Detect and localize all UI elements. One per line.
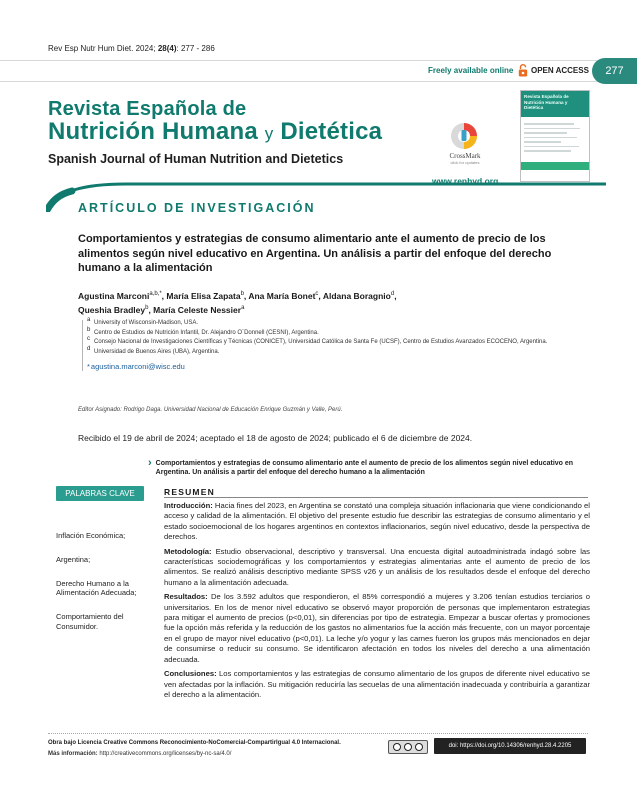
author: Agustina Marconi$^{a,b,*}$, (78, 291, 167, 301)
journal-title-y: y (264, 124, 274, 143)
author: Aldana Boragnio$^d$, (322, 291, 397, 301)
affiliation-item: c Consejo Nacional de Investigaciones Científicas y Técnicas (CONICET), Universidad Católica de Santa Fe (UCSF), Centro de Estudios Avanzados ECOCENO, Argentina. (87, 336, 548, 345)
journal-title-line2 (48, 118, 382, 146)
crossmark-label: CrossMark (449, 152, 481, 160)
keyword-item: Derecho Humano a la Alimentación Adecuada; (56, 578, 137, 598)
keywords-heading: PALABRAS CLAVE (56, 486, 144, 501)
received-dates: Recibido el 19 de abril de 2024; aceptado el 18 de agosto de 2024; publicado el 6 de diciembre de 2024. (78, 433, 473, 443)
more-info-label: Más información: (48, 751, 100, 757)
author: Ana María Bonet$^c$, (248, 291, 323, 301)
section-label: ARTÍCULO DE INVESTIGACIÓN (78, 201, 316, 215)
abstract-section: Introducción: Hacia fines del 2023, en Argentina se constató una compleja situación inflacionaria que viene condicionando el acceso y calidad de la alimentación. El objetivo del presente estudio fue describir las estrategias de consumo alimentario y el estado socioemocional de los hogares argentinos en contextos inflacionarios, según nivel educativo, desde la perspectiva de derechos. (164, 501, 591, 542)
abstract-divider (164, 497, 588, 498)
abstract-body (164, 501, 590, 704)
journal-title-part-a: Nutrición Humana (48, 118, 265, 145)
license-url-link[interactable]: http://creativecommons.org/licenses/by-nc-sa/4.0/ (99, 751, 232, 757)
editor-note: Editor Asignado: Rodrigo Daga. Universidad Nacional de Educación Enrique Guzmán y Valle, Perú. (78, 407, 343, 413)
chevron-right-icon: › (148, 457, 152, 469)
author: Queshia Bradley$^b$, (78, 304, 154, 315)
cover-band (521, 162, 589, 170)
affiliation-item: b Centro de Estudios de Nutrición Infantil, Dr. Alejandro O´Donnell (CESNI), Argentina. (87, 326, 319, 336)
keywords-list (56, 531, 144, 632)
abstract-heading: RESUMEN (164, 487, 215, 497)
author: María Celeste Nessier$^a$ (153, 304, 245, 315)
journal-title-part-b: Dietética (273, 118, 383, 145)
footer-divider (48, 733, 588, 734)
by-icon (404, 743, 412, 751)
author: María Elisa Zapata$^b$, (166, 291, 249, 301)
article-title: Comportamientos y estrategias de consumo alimentario ante el aumento de precio de los alimentos según nivel educativo en Argentina. Un análisis a partir del enfoque del derecho humano a la alimentación (78, 233, 552, 275)
cc-icon (393, 743, 401, 751)
keyword-item: Inflación Económica; (56, 531, 126, 540)
abstract-section: Resultados: De los 3.592 adultos que respondieron, el 85% correspondió a mujeres y 3.206 tenían estudios terciarios o universitarios. En los de menor nivel educativo se observó mayor proporción de personas que implementaron estrategias para mitigar el aumento de precios (p<0,01), sin diferencias por tipo de estrategia. Empezar a buscar ofertas y promociones fue la opción más referida y la reducción de los gastos no alimentarios fue la acción más frecuente, con un mayor porcentaje en el grupo de mayor nivel educativo (p<0,01). La leche y/o yogur y las carnes fueron los grupos más mencionados en dejar de consumirse o reducir su consumo. Se identificaron afectación en todos los niveles del derecho a una alimentación adecuada. (164, 592, 590, 664)
open-access-label: OPEN ACCESS (531, 66, 589, 75)
keyword-item: Comportamiento del Consumidor. (56, 612, 124, 631)
email-address[interactable]: agustina.marconi@wisc.edu (90, 362, 185, 371)
journal-cover-thumbnail[interactable] (520, 90, 590, 182)
affiliation-item: a University of Wisconsin-Madison, USA. (87, 317, 199, 326)
keywords-box (56, 486, 144, 646)
abstract-section: Conclusiones: Los comportamientos y las estrategias de consumo alimentario de los grupos de diferente nivel educativo se ven afectadas por la inflación. Su mitigación reduciría las secuelas de una alimentación inadecuada y contribuiría a garantizar el derecho a la alimentación. (164, 669, 590, 699)
affiliation-item: d Universidad de Buenos Aires (UBA), Argentina. (87, 345, 220, 355)
journal-website-link[interactable]: www.renhyd.org (432, 176, 499, 186)
freely-available-label: Freely available online (428, 66, 514, 75)
corresponding-email[interactable] (87, 362, 602, 371)
nc-icon (415, 743, 423, 751)
email-star: * (87, 362, 90, 371)
affiliations (82, 317, 602, 371)
journal-title-line1: Revista Española de (48, 98, 247, 120)
license-text: Obra bajo Licencia Creative Commons Reconocimiento-NoComercial-CompartirIgual 4.0 Internacional. (48, 740, 341, 746)
keyword-item: Argentina; (56, 554, 91, 564)
journal-english-title: Spanish Journal of Human Nutrition and Dietetics (48, 152, 344, 166)
crossmark-icon[interactable] (446, 120, 482, 156)
author-list (78, 290, 588, 317)
doi-badge[interactable]: doi: https://doi.org/10.14306/renhyd.28.4.2205 (434, 738, 586, 754)
abstract-title-block (148, 459, 600, 477)
abstract-title: Comportamientos y estrategias de consumo alimentario ante el aumento de precio de los alimentos según nivel educativo en Argentina. Un análisis a partir del enfoque del derecho humano a la alimentación (155, 460, 574, 477)
cover-title: Revista Española de Nutrición Humana y Dietética (521, 91, 589, 117)
abstract-section: Metodología: Estudio observacional, descriptivo y transversal. Una encuesta digital autoadministrada indagó sobre las características sociodemográficas y los comportamientos y estrategias alimentarias ante el aumento de precio de los alimentos. Se realizó análisis descriptivo mediante SPSS v26 y un análisis de los resultados desde el enfoque del derecho humano a la alimentación adecuada. (164, 546, 590, 587)
open-access-lock-icon (518, 64, 528, 77)
citation-line (48, 44, 215, 53)
citation-journal: Rev Esp Nutr Hum Diet. 2024; (48, 44, 158, 53)
citation-volume: 28(4) (157, 44, 177, 53)
cover-text-lines (521, 117, 589, 158)
more-info-line (48, 751, 231, 757)
crossmark-sublabel: click for updates (450, 160, 480, 165)
citation-pages: : 277 - 286 (176, 44, 215, 53)
page-number-tab: 277 (592, 58, 637, 84)
open-access-badge[interactable] (518, 64, 589, 77)
creative-commons-badge[interactable] (388, 740, 428, 754)
